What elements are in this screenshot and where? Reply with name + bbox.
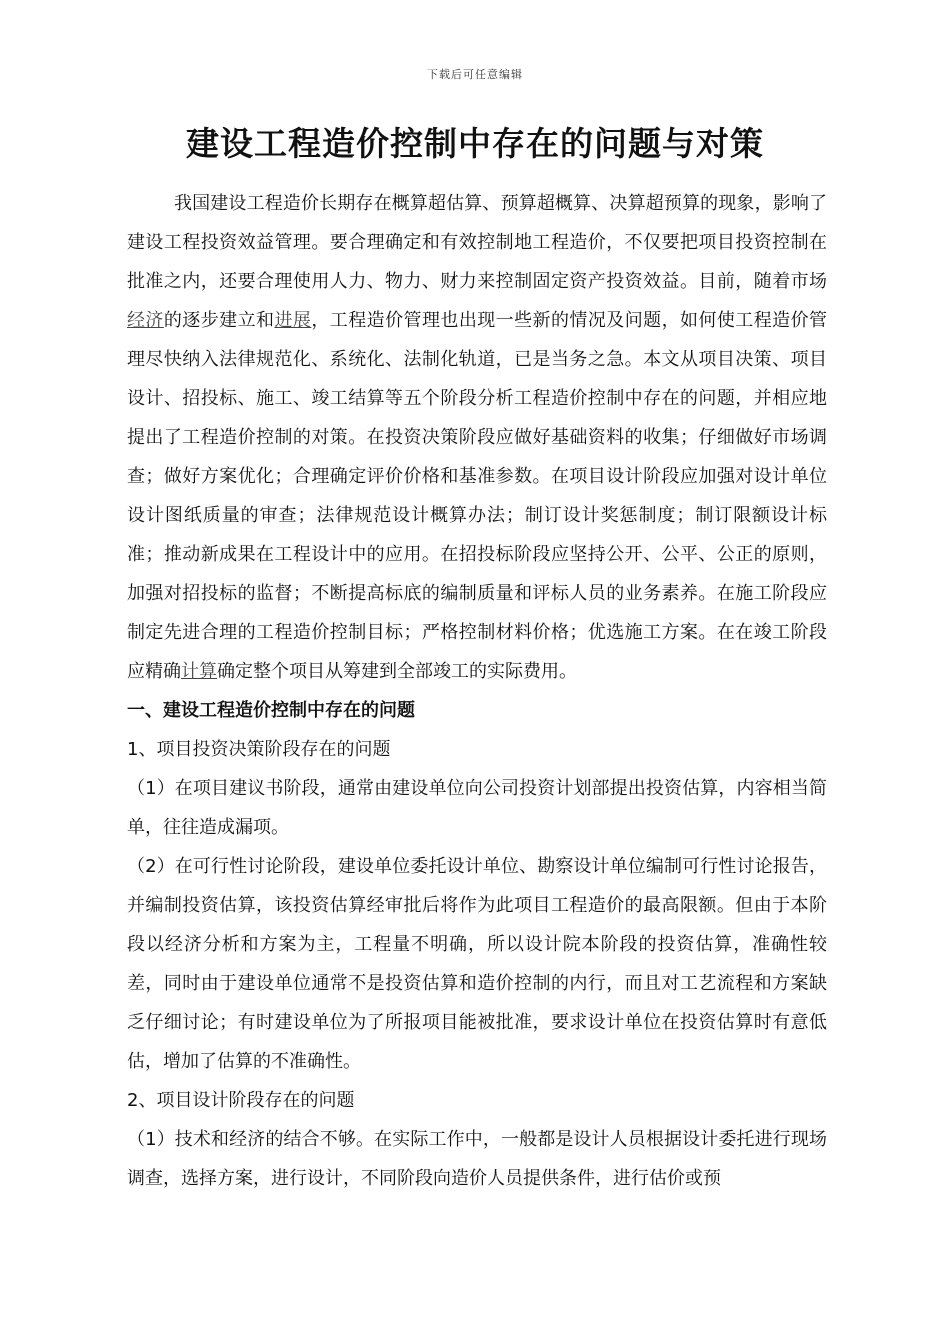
intro-text-1: 我国建设工程造价长期存在概算超估算、预算超概算、决算超预算的现象，影响了建设工程投资效益管理。要合理确定和有效控制地工程造价，不仅要把项目投资控制在批准之内，还要合理使用人力、物力、财力来控制固定资产投资效益。目前，随着市场: [127, 193, 827, 292]
intro-text-3: ，工程造价管理也出现一些新的情况及问题，如何使工程造价管理尽快纳入法律规范化、系统化、法制化轨道，已是当务之急。本文从项目决策、项目设计、招投标、施工、竣工结算等五个阶段分析工程造价控制中存在的问题，并相应地提出了工程造价控制的对策。在投资决策阶段应做好基础资料的收集；仔细做好市场调查；做好方案优化；合理确定评价价格和基准参数。在项目设计阶段应加强对设计单位设计图纸质量的审查；法律规范设计概算办法；制订设计奖惩制度；制订限额设计标准；推动新成果在工程设计中的应用。在招投标阶段应坚持公开、公平、公正的原则，加强对招投标的监督；不断提高标底的编制质量和评标人员的业务素养。在施工阶段应制定先进合理的工程造价控制目标；严格控制材料价格；优选施工方案。在在竣工阶段应精确: [127, 310, 828, 682]
subsection-heading-decision: 1、项目投资决策阶段存在的问题: [127, 739, 391, 760]
document-body: [127, 184, 827, 1198]
document-title: 建设工程造价控制中存在的问题与对策: [186, 124, 764, 163]
list-item-tech-economy: （1）技术和经济的结合不够。在实际工作中，一般都是设计人员根据设计委托进行现场调查，选择方案，进行设计，不同阶段向造价人员提供条件，进行估价或预: [127, 1129, 827, 1189]
section-heading: 一、建设工程造价控制中存在的问题: [127, 700, 415, 721]
intro-text-4: 确定整个项目从筹建到全部竣工的实际费用。: [217, 661, 577, 682]
link-progress[interactable]: 进展: [274, 310, 312, 331]
intro-paragraph: [127, 184, 827, 691]
list-item-proposal: （1）在项目建议书阶段，通常由建设单位向公司投资计划部提出投资估算，内容相当简单，往往造成漏项。: [127, 778, 827, 838]
subsection-heading-design: 2、项目设计阶段存在的问题: [127, 1090, 355, 1111]
header-note: 下载后可任意编辑: [427, 68, 523, 81]
intro-text-2: 的逐步建立和: [163, 310, 275, 331]
list-item-feasibility: （2）在可行性讨论阶段，建设单位委托设计单位、勘察设计单位编制可行性讨论报告，并编制投资估算，该投资估算经审批后将作为此项目工程造价的最高限额。但由于本阶段以经济分析和方案为主，工程量不明确，所以设计院本阶段的投资估算，准确性较差，同时由于建设单位通常不是投资估算和造价控制的内行，而且对工艺流程和方案缺乏仔细讨论；有时建设单位为了所报项目能被批准，要求设计单位在投资估算时有意低估，增加了估算的不准确性。: [127, 856, 827, 1072]
link-calculation[interactable]: 计算: [181, 661, 217, 682]
link-economy[interactable]: 经济: [127, 310, 164, 331]
